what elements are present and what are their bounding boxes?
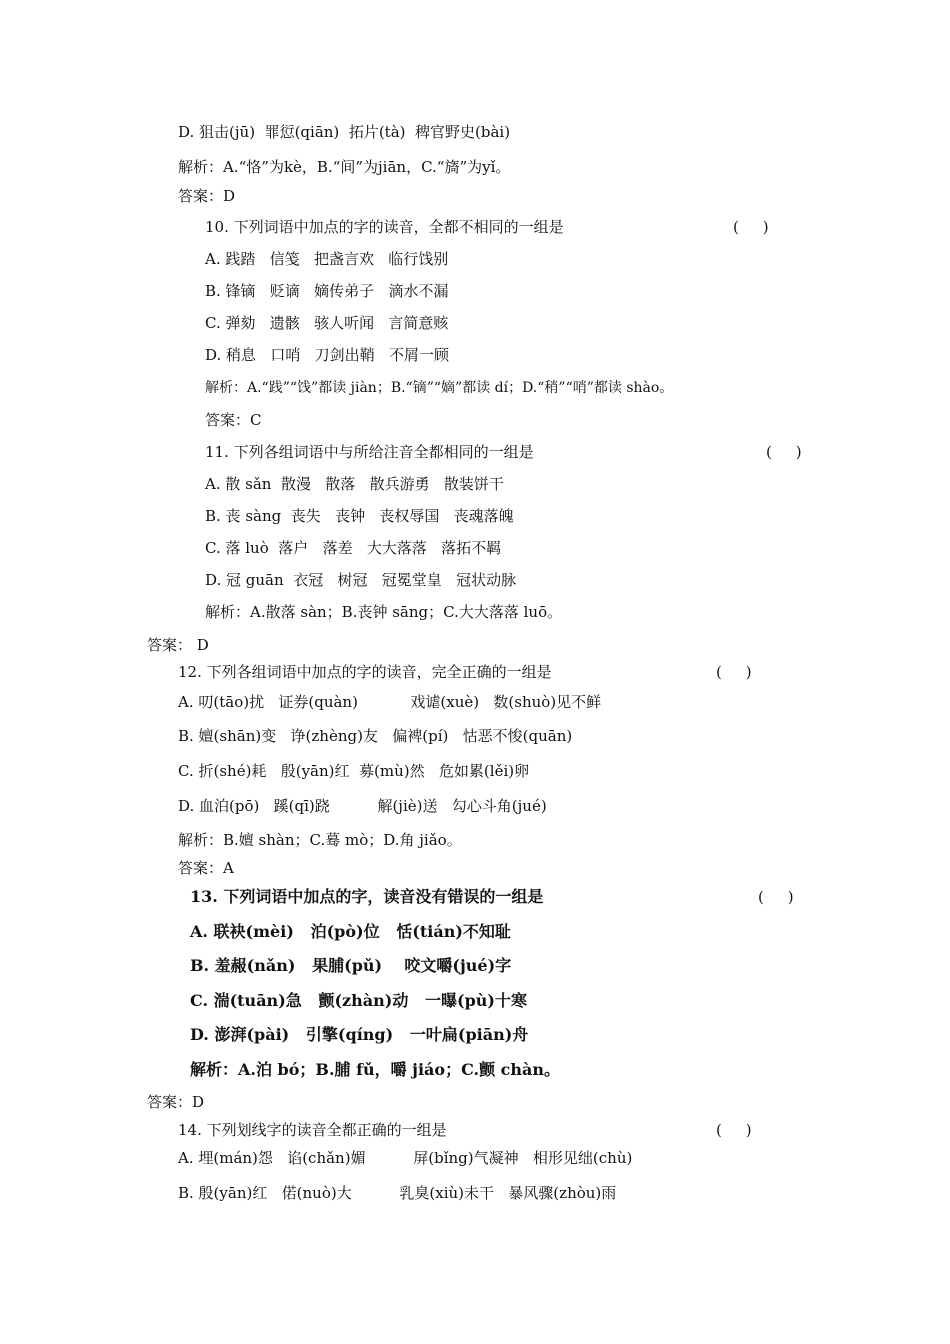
q10-explanation: 解析：A.“践”“饯”都读 jiàn；B.“镝”“嫡”都读 dí；D.“稍”“哨”都读 shào。 [205,380,674,396]
q12-answer-blank: ( ) [716,663,752,681]
q10-answer-blank: ( ) [733,218,769,236]
q9-explanation: 解析：A.“恪”为kè，B.“间”为jiān，C.“旖”为yǐ。 [178,158,511,176]
q11-option-d: D. 冠 guān 衣冠 树冠 冠冕堂皇 冠状动脉 [205,571,517,589]
q14-stem: 14. 下列划线字的读音全都正确的一组是 [178,1121,447,1139]
q13-option-a: A. 联袂(mèi) 泊(pò)位 恬(tián)不知耻 [190,922,511,941]
q13-explanation: 解析：A.泊 bó；B.脯 fǔ，嚼 jiáo；C.颤 chàn。 [190,1060,561,1079]
q13-answer-blank: ( ) [758,888,794,906]
q11-stem: 11. 下列各组词语中与所给注音全都相同的一组是 [205,443,534,461]
q14-option-a: A. 埋(mán)怨 谄(chǎn)媚 屏(bǐng)气凝神 相形见绌(chù) [178,1149,633,1167]
q13-option-c: C. 湍(tuān)急 颤(zhàn)动 一曝(pù)十寒 [190,991,528,1010]
q13-answer: 答案：D [147,1093,205,1111]
q11-option-c: C. 落 luò 落户 落差 大大落落 落拓不羁 [205,539,502,557]
q10-option-c: C. 弹劾 遗骸 骇人听闻 言简意赅 [205,314,449,332]
q12-explanation: 解析：B.嬗 shàn；C.蓦 mò；D.角 jiǎo。 [178,831,462,849]
q12-option-d: D. 血泊(pō) 蹊(qī)跷 解(jiè)送 勾心斗角(jué) [178,797,547,815]
q9-option-d: D. 狙击(jū) 罪愆(qiān) 拓片(tà) 稗官野史(bài) [178,123,511,141]
q14-option-b: B. 殷(yān)红 偌(nuò)大 乳臭(xiù)未干 暴风骤(zhòu)雨 [178,1184,617,1202]
q11-option-b: B. 丧 sàng 丧失 丧钟 丧权辱国 丧魂落魄 [205,507,514,525]
q13-option-d: D. 澎湃(pài) 引擎(qíng) 一叶扁(piān)舟 [190,1025,529,1044]
q11-answer-blank: ( ) [766,443,802,461]
q11-answer: 答案： D [147,636,209,654]
q13-stem: 13. 下列词语中加点的字，读音没有错误的一组是 [190,887,544,906]
q9-answer: 答案：D [178,187,236,205]
q12-stem: 12. 下列各组词语中加点的字的读音，完全正确的一组是 [178,663,552,681]
q10-option-d: D. 稍息 口哨 刀剑出鞘 不屑一顾 [205,346,449,364]
q10-option-a: A. 践踏 信笺 把盏言欢 临行饯别 [205,250,449,268]
q14-answer-blank: ( ) [716,1121,752,1139]
q12-option-a: A. 叨(tāo)扰 证券(quàn) 戏谑(xuè) 数(shuò)见不鲜 [178,693,602,711]
q12-answer: 答案：A [178,859,234,877]
q10-answer: 答案：C [205,411,262,429]
q12-option-b: B. 嬗(shān)变 诤(zhèng)友 偏裨(pí) 怙恶不悛(quān) [178,727,573,745]
q11-explanation: 解析：A.散落 sàn；B.丧钟 sāng；C.大大落落 luō。 [205,603,563,621]
q10-stem: 10. 下列词语中加点的字的读音，全都不相同的一组是 [205,218,564,236]
q12-option-c: C. 折(shé)耗 殷(yān)红 募(mù)然 危如累(lěi)卵 [178,762,530,780]
q10-option-b: B. 锋镝 贬谪 嫡传弟子 滴水不漏 [205,282,449,300]
q13-option-b: B. 羞赧(nǎn) 果脯(pǔ) 咬文嚼(jué)字 [190,956,512,975]
q11-option-a: A. 散 sǎn 散漫 散落 散兵游勇 散装饼干 [205,475,504,493]
